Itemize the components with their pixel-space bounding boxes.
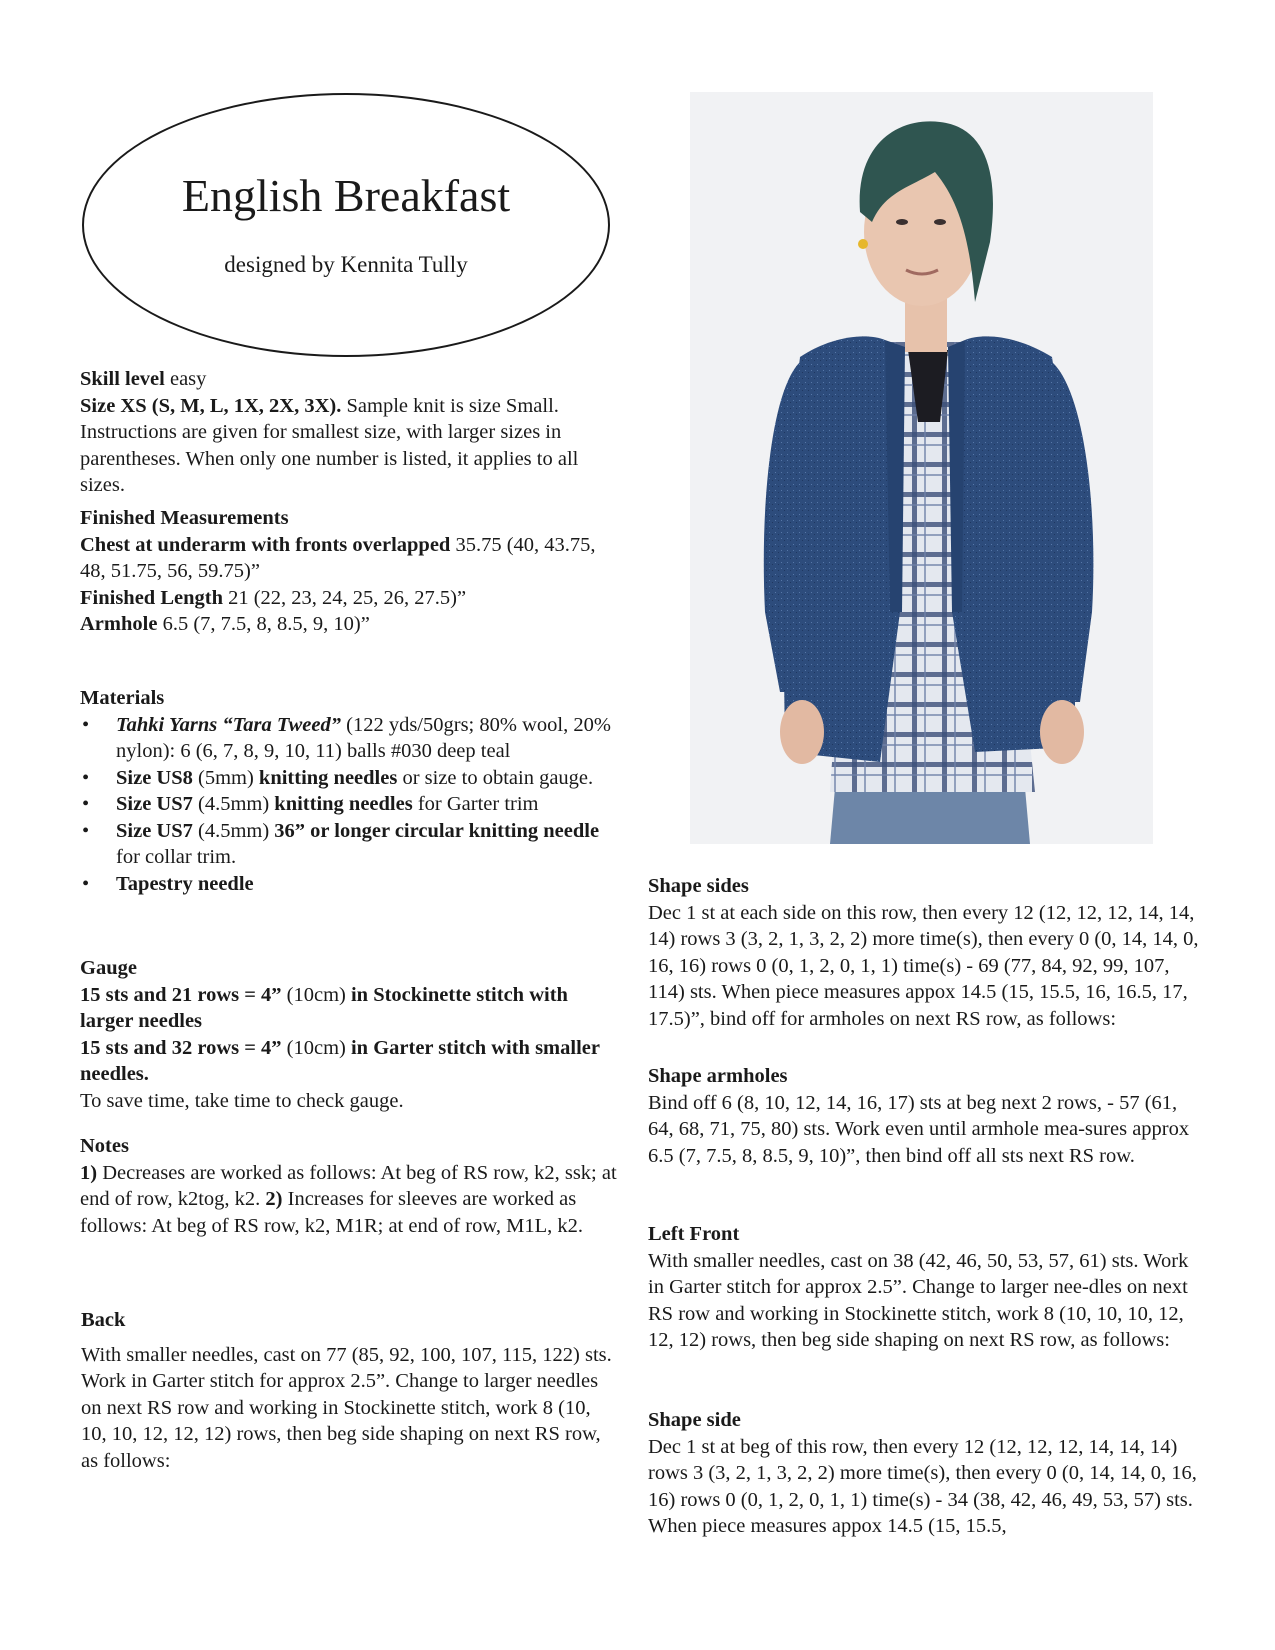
notes-heading: Notes — [80, 1135, 129, 1157]
list-item — [80, 765, 620, 792]
length-line — [80, 585, 620, 612]
list-item — [80, 712, 620, 765]
gauge-heading: Gauge — [80, 957, 137, 979]
materials-section — [80, 685, 620, 897]
needle-note: for Garter trim — [412, 793, 539, 815]
notes-text — [80, 1160, 620, 1240]
materials-list — [80, 712, 620, 898]
measurements-heading: Finished Measurements — [80, 507, 289, 529]
left-front-text: With smaller needles, cast on 38 (42, 46, 50, 53, 57, 61) sts. Work in Garter stitch for approx 2.5”. Change to larger nee-dles on next RS row and working in Stockinette stitch, work 8 (10, 10, 10, 12, 12, 12) rows, then beg side shaping on next RS row, as follows: — [648, 1249, 1189, 1351]
skill-label: Skill level — [80, 368, 165, 390]
chest-label: Chest at underarm with fronts overlapped — [80, 533, 451, 556]
note-body: Increases for sleeves are worked as follows: At beg of RS row, k2, M1R; at end of row, M1L, k2. — [80, 1188, 583, 1237]
gauge-section — [80, 955, 620, 1114]
left-front-heading: Left Front — [648, 1223, 740, 1245]
notes-section — [80, 1133, 620, 1239]
left-front-section — [648, 1221, 1200, 1354]
needle-type: knitting needles — [258, 766, 398, 789]
list-item — [80, 791, 620, 818]
note-body: Decreases are worked as follows: At beg of RS row, k2, ssk; at end of row, k2tog, k2. — [80, 1161, 617, 1210]
shape-armholes-section — [648, 1063, 1200, 1169]
needle-type: 36” or longer circular knitting needle — [274, 819, 600, 842]
materials-heading: Materials — [80, 687, 165, 709]
pattern-title: English Breakfast — [181, 170, 511, 221]
gauge-stitch: in Garter stitch with smaller needles. — [80, 1036, 600, 1085]
list-item — [80, 871, 620, 898]
armhole-line — [80, 611, 620, 638]
gauge-line-1 — [80, 982, 620, 1035]
shape-armholes-heading: Shape armholes — [648, 1065, 788, 1087]
tapestry-needle: Tapestry needle — [116, 872, 254, 895]
needle-note: for collar trim. — [116, 846, 237, 868]
back-text: With smaller needles, cast on 77 (85, 92, 100, 107, 115, 122) sts. Work in Garter stitch for approx 2.5”. Change to larger needles on next RS row and working in Stockinette stitch, work 8 (10, 10, 10, 12, 12, 12) rows, then beg side shaping on next RS row, as follows: — [81, 1343, 612, 1472]
back-section — [81, 1307, 621, 1474]
shape-sides-heading: Shape sides — [648, 875, 749, 897]
skill-value: easy — [164, 368, 207, 390]
designer-credit: designed by Kennita Tully — [224, 252, 468, 277]
needle-size: Size US7 — [116, 819, 193, 842]
note-number: 1) — [80, 1161, 98, 1184]
length-label: Finished Length — [80, 586, 223, 609]
shape-side-text: Dec 1 st at beg of this row, then every 12 (12, 12, 12, 14, 14, 14) rows 3 (3, 2, 1, 3, 2, 2) more time(s), then every 0 (0, 14, 14, 0, 16, 16) rows 0 (0, 1, 2, 0, 1, 1) time(s) - 34 (38, 42, 46, 49, 53, 57) sts. When piece measures appox 14.5 (15, 15.5, — [648, 1435, 1197, 1537]
list-item — [80, 818, 620, 871]
chest-value: 35.75 (40, 43.75, 48, 51.75, 56, 59.75)” — [80, 533, 596, 582]
size-line — [80, 393, 620, 499]
gauge-line-2 — [80, 1035, 620, 1088]
needle-mm: (4.5mm) — [192, 819, 275, 842]
title-oval-frame — [82, 93, 610, 357]
shape-sides-text: Dec 1 st at each side on this row, then every 12 (12, 12, 12, 14, 14, 14) rows 3 (3, 2, 1, 3, 2, 2) more time(s), then every 0 (0, 14, 14, 0, 16, 16) rows 0 (0, 1, 2, 0, 1, 1) time(s) - 69 (77, 84, 92, 99, 107, 114) sts. When piece measures appox 14.5 (15, 15.5, 16, 16.5, 17, 17.5)”, bind off for armholes on next RS row, as follows: — [648, 901, 1199, 1030]
gauge-stitch: in Stockinette stitch with larger needles — [80, 983, 568, 1032]
shape-sides-section — [648, 873, 1200, 1032]
model-photo — [690, 92, 1153, 844]
note-number: 2) — [265, 1188, 283, 1210]
shape-armholes-text: Bind off 6 (8, 10, 12, 14, 16, 17) sts at beg next 2 rows, - 57 (61, 64, 68, 71, 75, 80) sts. Work even until armhole mea-sures approx 6.5 (7, 7.5, 8, 8.5, 9, 10)”, then bind off all sts next RS row. — [648, 1091, 1190, 1167]
length-value: 21 (22, 23, 24, 25, 26, 27.5)” — [222, 586, 467, 609]
measurements-section — [80, 505, 620, 638]
back-heading: Back — [81, 1309, 126, 1331]
intro-section — [80, 366, 620, 499]
skill-level-line — [80, 366, 620, 393]
needle-size: Size US7 — [116, 793, 193, 815]
armhole-label: Armhole — [80, 613, 158, 635]
size-label: Size XS (S, M, L, 1X, 2X, 3X). — [80, 394, 342, 417]
size-text: Sample knit is size Small. Instructions are given for smallest size, with larger sizes in parentheses. When only one number is listed, it applies to all sizes. — [80, 394, 579, 496]
yarn-name: Tahki Yarns “Tara Tweed” — [116, 713, 341, 736]
gauge-cm: (10cm) — [281, 983, 351, 1006]
gauge-count: 15 sts and 21 rows = 4” — [80, 983, 282, 1006]
model-wearing-cardigan-photo — [690, 92, 1153, 844]
yarn-details: (122 yds/50grs; 80% wool, 20% nylon): 6 (6, 7, 8, 9, 10, 11) balls #030 deep teal — [116, 713, 611, 762]
needle-note: or size to obtain gauge. — [397, 766, 594, 789]
shape-side-heading: Shape side — [648, 1409, 741, 1431]
needle-mm: (5mm) — [192, 766, 259, 789]
needle-type: knitting needles — [274, 793, 413, 815]
gauge-cm: (10cm) — [281, 1036, 351, 1059]
armhole-value: 6.5 (7, 7.5, 8, 8.5, 9, 10)” — [157, 613, 370, 635]
gauge-note: To save time, take time to check gauge. — [80, 1089, 404, 1112]
needle-mm: (4.5mm) — [192, 793, 275, 815]
gauge-count: 15 sts and 32 rows = 4” — [80, 1036, 282, 1059]
chest-line — [80, 532, 620, 585]
shape-side-section — [648, 1407, 1200, 1540]
needle-size: Size US8 — [116, 766, 193, 789]
